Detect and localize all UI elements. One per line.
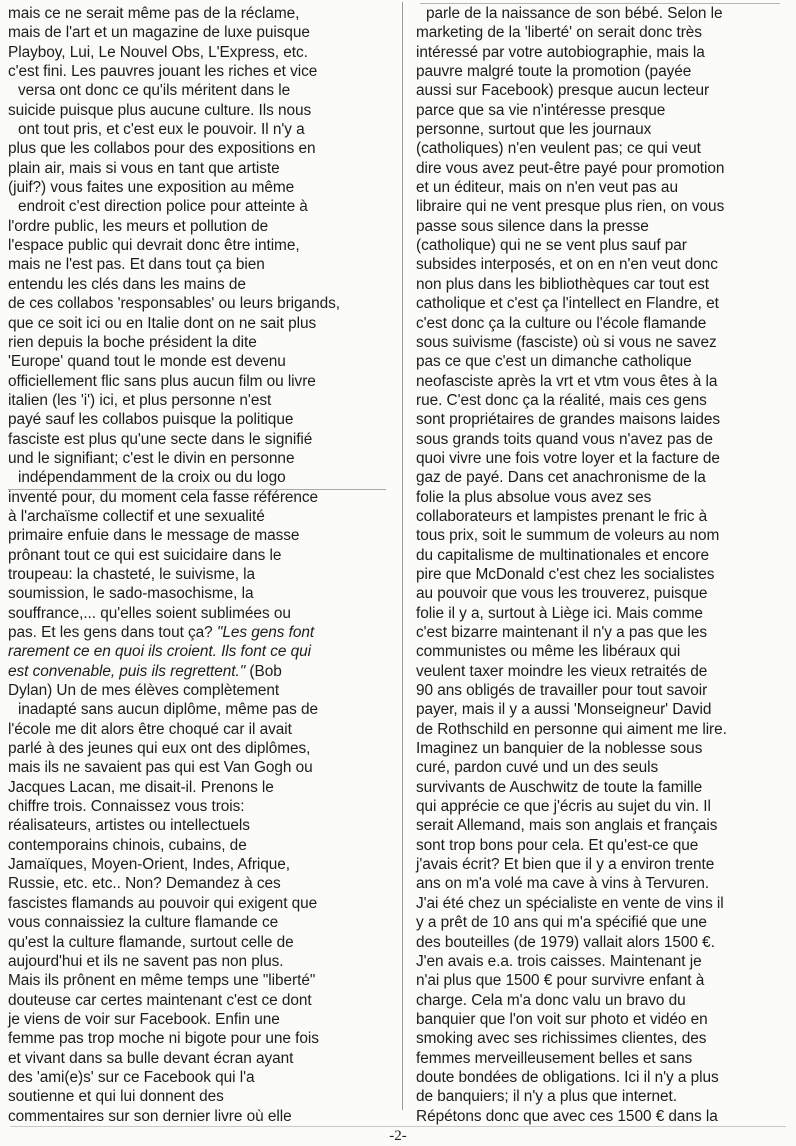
body-text: qu'est la culture flamande, surtout celle de xyxy=(8,933,294,951)
text-line xyxy=(416,816,788,835)
body-text: de Rothschild en personne qui aiment me lire. xyxy=(416,720,727,738)
body-text: et vivant dans sa bulle devant écran ayant xyxy=(8,1049,294,1067)
text-line xyxy=(8,430,390,449)
body-text: personne, surtout que les journaux xyxy=(416,121,652,139)
body-text: sous grands toits quand vous n'avez pas de xyxy=(416,430,713,448)
body-text: suicide puisque plus aucune culture. Ils nous xyxy=(8,101,312,119)
body-text: J'en avais e.a. trois caisses. Maintenant je xyxy=(416,952,702,970)
text-line xyxy=(8,1029,390,1048)
body-text: souffrance,... qu'elles soient sublimées ou xyxy=(8,604,291,622)
text-line xyxy=(416,294,788,313)
text-line xyxy=(416,410,788,429)
body-text: mais ne l'est pas. Et dans tout ça bien xyxy=(8,256,265,274)
text-line xyxy=(8,178,390,197)
text-line xyxy=(416,333,788,352)
text-line xyxy=(8,449,390,468)
text-line xyxy=(8,159,390,178)
body-text: inadapté sans aucun diplôme, même pas de xyxy=(18,701,319,719)
text-line xyxy=(8,1049,390,1068)
text-line xyxy=(8,991,390,1010)
text-line xyxy=(8,894,390,913)
text-line xyxy=(8,255,390,274)
text-line xyxy=(416,971,788,990)
text-line xyxy=(8,410,390,429)
text-line xyxy=(416,662,788,681)
text-line xyxy=(8,294,390,313)
text-line xyxy=(8,933,390,952)
body-text: c'est donc ça la culture ou l'école flamande xyxy=(416,314,707,332)
body-text: plus que les collabos pour des expositions en xyxy=(8,140,316,158)
body-text: (catholique) qui ne se vent plus sauf par xyxy=(416,237,687,255)
text-line xyxy=(416,1049,788,1068)
text-line xyxy=(8,372,390,391)
text-line xyxy=(8,758,390,777)
text-line xyxy=(8,642,390,661)
text-line xyxy=(416,120,788,139)
body-text: pire que McDonald c'est chez les socialistes xyxy=(416,565,715,583)
body-text: Imaginez un banquier de la noblesse sous xyxy=(416,740,703,758)
text-line xyxy=(8,197,390,216)
text-line xyxy=(416,991,788,1010)
text-line xyxy=(8,526,390,545)
text-line xyxy=(416,139,788,158)
text-line xyxy=(8,604,390,623)
column-divider xyxy=(402,2,403,1110)
text-line xyxy=(8,584,390,603)
body-text: dire vous avez peut-être payé pour promotion xyxy=(416,159,725,177)
text-line xyxy=(8,236,390,255)
body-text: à l'archaïsme collectif et une sexualité xyxy=(8,507,265,525)
body-text: ans on m'a volé ma cave à vins à Tervuren. xyxy=(416,875,710,893)
body-text: 90 ans obligés de travailler pour tout savoir xyxy=(416,682,708,700)
text-line xyxy=(8,1068,390,1087)
body-text: que ce soit ici ou en Italie dont on ne sait plus xyxy=(8,314,317,332)
text-line xyxy=(416,23,788,42)
body-text: des 'ami(e)s' sur ce Facebook qui l'a xyxy=(8,1068,255,1086)
body-text: curé, pardon cuvé und un des seuls xyxy=(416,759,659,777)
body-text: ont tout pris, et c'est eux le pouvoir. Il n'y a xyxy=(18,121,305,139)
body-text: (Bob xyxy=(245,662,282,680)
body-text: rue. C'est donc ça la réalité, mais ces gens xyxy=(416,391,707,409)
body-text: endroit c'est direction police pour atteinte à xyxy=(18,198,308,216)
body-text: contemporains chinois, cubains, de xyxy=(8,836,247,854)
text-line xyxy=(416,700,788,719)
text-line xyxy=(8,565,390,584)
text-line xyxy=(416,855,788,874)
body-text: douteuse car certes maintenant c'est ce dont xyxy=(8,991,312,1009)
text-line xyxy=(416,778,788,797)
body-text: n'ai plus que 1500 € pour survivre enfant à xyxy=(416,972,705,990)
body-text: und le signifiant; c'est le divin en personne xyxy=(8,449,295,467)
text-line xyxy=(416,894,788,913)
body-text: femmes merveilleusement belles et sans xyxy=(416,1049,693,1067)
body-text: je viens de voir sur Facebook. Enfin une xyxy=(8,1010,280,1028)
body-text: Mais ils prônent en même temps une "liberté" xyxy=(8,972,316,990)
text-line xyxy=(416,913,788,932)
body-text: pauvre malgré toute la promotion (payée xyxy=(416,63,692,81)
text-line xyxy=(8,778,390,797)
text-line xyxy=(416,546,788,565)
body-text: Jacques Lacan, me disait-il. Prenons le xyxy=(8,778,274,796)
text-line xyxy=(416,1029,788,1048)
text-line xyxy=(416,565,788,584)
body-text: italien (les 'i') ici, et plus personne n'est xyxy=(8,391,272,409)
left-text-column xyxy=(8,4,390,1126)
body-text: prônant tout ce qui est suicidaire dans le xyxy=(8,546,282,564)
body-text: doute bondées de obligations. Ici il n'y a plus xyxy=(416,1068,719,1086)
text-line xyxy=(416,159,788,178)
text-line xyxy=(416,584,788,603)
body-text: de ces collabos 'responsables' ou leurs brigands, xyxy=(8,295,340,313)
body-text: (juif?) vous faites une exposition au même xyxy=(8,179,295,197)
body-text: soumission, le sado-masochisme, la xyxy=(8,585,254,603)
body-text: qui apprécie ce que j'écris au sujet du vin. Il xyxy=(416,798,711,816)
body-text: (catholiques) n'en veulent pas; ce qui veut xyxy=(416,140,701,158)
text-line xyxy=(8,1107,390,1126)
text-line xyxy=(416,836,788,855)
body-text: sont trop bons pour cela. Et qu'est-ce que xyxy=(416,836,699,854)
text-line xyxy=(416,81,788,100)
body-text: plain air, mais si vous en tant que artiste xyxy=(8,159,280,177)
text-line xyxy=(416,1068,788,1087)
body-text: banquier que l'on voit sur photo et vidéo en xyxy=(416,1010,708,1028)
body-text: y a prêt de 10 ans qui m'a spécifié que une xyxy=(416,914,707,932)
body-text: folie il y a, surtout à Liège ici. Mais comme xyxy=(416,604,703,622)
text-line xyxy=(8,101,390,120)
body-text: parlé à des jeunes qui eux ont des diplômes, xyxy=(8,740,311,758)
text-line xyxy=(416,372,788,391)
body-text: pas. Et les gens dans tout ça? xyxy=(8,624,217,641)
text-line xyxy=(416,236,788,255)
text-line xyxy=(8,720,390,739)
text-line xyxy=(416,952,788,971)
body-text: intéressé par votre autobiographie, mais la xyxy=(416,43,705,61)
body-text: parle de la naissance de son bébé. Selon le xyxy=(426,5,723,22)
body-text: entendu les clés dans les mains de xyxy=(8,275,246,293)
body-text: chiffre trois. Connaissez vous trois: xyxy=(8,798,245,816)
text-line xyxy=(416,623,788,642)
body-text: passe sous silence dans la presse xyxy=(416,217,649,235)
text-line xyxy=(416,4,788,23)
body-text: l'ordre public, les meurs et pollution de xyxy=(8,217,269,235)
body-text: vous connaissiez la culture flamande ce xyxy=(8,914,279,932)
body-text: payé sauf les collabos puisque la politique xyxy=(8,411,294,429)
body-text: soutienne et qui lui donnent des xyxy=(8,1088,224,1106)
text-line xyxy=(416,391,788,410)
text-line xyxy=(416,681,788,700)
body-text: sous suivisme (fasciste) où si vous ne savez xyxy=(416,333,717,351)
text-line xyxy=(416,62,788,81)
text-line xyxy=(8,1010,390,1029)
text-line xyxy=(416,526,788,545)
text-line xyxy=(8,314,390,333)
body-text: aujourd'hui et ils ne savent pas non plus. xyxy=(8,952,284,970)
text-line xyxy=(8,546,390,565)
body-text: mais de l'art et un magazine de luxe puisque xyxy=(8,24,310,42)
text-line xyxy=(416,642,788,661)
text-line xyxy=(8,623,390,642)
body-text: quoi vivre une fois votre loyer et la facture de xyxy=(416,449,720,467)
body-text: officiellement flic sans plus aucun film ou livre xyxy=(8,372,316,390)
text-line xyxy=(8,217,390,236)
body-text: l'école me dit alors être choqué car il avait xyxy=(8,720,292,738)
body-text: mais ce ne serait même pas de la réclame, xyxy=(8,5,300,22)
text-line xyxy=(416,255,788,274)
text-line xyxy=(416,430,788,449)
body-text: Jamaïques, Moyen-Orient, Indes, Afrique, xyxy=(8,856,291,874)
body-text: veulent taxer moindre les vieux retraités de xyxy=(416,662,708,680)
text-line xyxy=(8,971,390,990)
body-text: smoking avec ses richissimes clientes, des xyxy=(416,1030,707,1048)
text-line xyxy=(8,816,390,835)
text-line xyxy=(8,275,390,294)
text-line xyxy=(416,797,788,816)
body-text: inventé pour, du moment cela fasse référence xyxy=(8,488,319,506)
text-line xyxy=(8,739,390,758)
quote-text: "Les gens font xyxy=(216,624,315,641)
body-text: marketing de la 'liberté' on serait donc très xyxy=(416,24,702,42)
body-text: collaborateurs et lampistes prenant le fric à xyxy=(416,507,708,525)
body-text: réalisateurs, artistes ou intellectuels xyxy=(8,817,250,835)
text-line xyxy=(8,1087,390,1106)
body-text: et un éditeur, mais on n'en veut pas au xyxy=(416,179,678,197)
text-line xyxy=(8,797,390,816)
text-line xyxy=(8,662,390,681)
text-line xyxy=(8,352,390,371)
text-line xyxy=(416,178,788,197)
text-line xyxy=(416,933,788,952)
body-text: c'est fini. Les pauvres jouant les riches et vice xyxy=(8,63,318,81)
text-line xyxy=(8,81,390,100)
body-text: sont propriétaires de grandes maisons laides xyxy=(416,411,721,429)
body-text: tous prix, soit le summum de voleurs au nom xyxy=(416,527,720,545)
text-line xyxy=(8,952,390,971)
body-text: payer, mais il y a aussi 'Monseigneur' David xyxy=(416,701,712,719)
text-line xyxy=(8,874,390,893)
text-line xyxy=(8,488,390,507)
body-text: communistes ou même les libéraux qui xyxy=(416,643,681,661)
text-line xyxy=(8,836,390,855)
body-text: 'Europe' quand tout le monde est devenu xyxy=(8,353,286,371)
text-line xyxy=(416,1010,788,1029)
text-line xyxy=(8,700,390,719)
text-line xyxy=(8,507,390,526)
right-text-column xyxy=(416,4,788,1126)
body-text: gaz de payé. Dans cet anachronisme de la xyxy=(416,469,706,487)
body-text: des bouteilles (de 1979) vallait alors 1500 €. xyxy=(416,933,715,951)
text-line xyxy=(8,391,390,410)
body-text: folie la plus absolue vous avez ses xyxy=(416,488,652,506)
body-text: serait Allemand, mais son anglais et français xyxy=(416,817,718,835)
body-text: parce que sa vie n'intéresse presque xyxy=(416,101,666,119)
text-line xyxy=(8,681,390,700)
body-text: primaire enfuie dans le message de masse xyxy=(8,527,300,545)
body-text: catholique et c'est ça l'intellect en Flandre, et xyxy=(416,295,719,313)
text-line xyxy=(8,468,390,487)
text-line xyxy=(8,120,390,139)
text-line xyxy=(416,1087,788,1106)
body-text: Répétons donc que avec ces 1500 € dans la xyxy=(416,1107,718,1125)
footer-rule xyxy=(10,1126,786,1127)
body-text: au pouvoir que vous les trouverez, puisque xyxy=(416,585,708,603)
body-text: Dylan) Un de mes élèves complètement xyxy=(8,682,280,700)
text-line xyxy=(416,874,788,893)
body-text: Russie, etc. etc.. Non? Demandez à ces xyxy=(8,875,281,893)
text-line xyxy=(416,604,788,623)
text-line xyxy=(416,720,788,739)
text-line xyxy=(416,217,788,236)
body-text: rien depuis la boche président la dite xyxy=(8,333,257,351)
body-text: non plus dans les bibliothèques car tout est xyxy=(416,275,709,293)
text-line xyxy=(416,43,788,62)
text-line xyxy=(8,23,390,42)
body-text: fasciste est plus qu'une secte dans le signifié xyxy=(8,430,313,448)
page-number: -2- xyxy=(389,1128,407,1144)
text-line xyxy=(416,758,788,777)
body-text: versa ont donc ce qu'ils méritent dans le xyxy=(18,82,291,100)
text-line xyxy=(8,62,390,81)
body-text: charge. Cela m'a donc valu un bravo du xyxy=(416,991,686,1009)
body-text: Playboy, Lui, Le Nouvel Obs, L'Express, etc. xyxy=(8,43,308,61)
body-text: commentaires sur son dernier livre où elle xyxy=(8,1107,292,1125)
text-line xyxy=(416,314,788,333)
quote-text: est convenable, puis ils regrettent." xyxy=(8,662,246,680)
text-line xyxy=(416,101,788,120)
text-line xyxy=(416,197,788,216)
body-text: indépendamment de la croix ou du logo xyxy=(18,469,286,487)
text-line xyxy=(416,1107,788,1126)
body-text: libraire qui ne vent presque plus rien, on vous xyxy=(416,198,725,216)
body-text: mais ils ne savaient pas qui est Van Gogh ou xyxy=(8,759,313,777)
body-text: de banquiers; il n'y a plus que internet. xyxy=(416,1088,677,1106)
text-line xyxy=(416,488,788,507)
text-line xyxy=(416,275,788,294)
text-line xyxy=(416,507,788,526)
body-text: survivants de Auschwitz de toute la famille xyxy=(416,778,703,796)
text-line xyxy=(8,139,390,158)
body-text: aussi sur Facebook) presque aucun lecteur xyxy=(416,82,710,100)
text-line xyxy=(8,4,390,23)
text-line xyxy=(416,352,788,371)
body-text: du capitalisme de multinationales et encore xyxy=(416,546,710,564)
body-text: pas ce que c'est un dimanche catholique xyxy=(416,353,692,371)
body-text: troupeau: la chasteté, le suivisme, la xyxy=(8,565,256,583)
text-line xyxy=(8,43,390,62)
body-text: J'ai été chez un spécialiste en vente de vins il xyxy=(416,894,724,912)
body-text: femme pas trop moche ni bigote pour une fois xyxy=(8,1030,319,1048)
quote-text: rarement ce en quoi ils croient. Ils font ce qui xyxy=(8,643,312,661)
text-line xyxy=(8,333,390,352)
text-line xyxy=(416,449,788,468)
text-line xyxy=(416,739,788,758)
text-line xyxy=(8,913,390,932)
body-text: neofasciste après la vrt et vtm vous êtes à la xyxy=(416,372,718,390)
text-line xyxy=(8,855,390,874)
text-line xyxy=(416,468,788,487)
body-text: l'espace public qui devrait donc être intime, xyxy=(8,237,300,255)
body-text: subsides interposés, et on en n'en veut donc xyxy=(416,256,718,274)
body-text: j'avais écrit? Et bien que il y a environ trente xyxy=(416,856,715,874)
body-text: c'est bizarre maintenant il n'y a pas que les xyxy=(416,624,708,641)
body-text: fascistes flamands au pouvoir qui exigent que xyxy=(8,894,318,912)
